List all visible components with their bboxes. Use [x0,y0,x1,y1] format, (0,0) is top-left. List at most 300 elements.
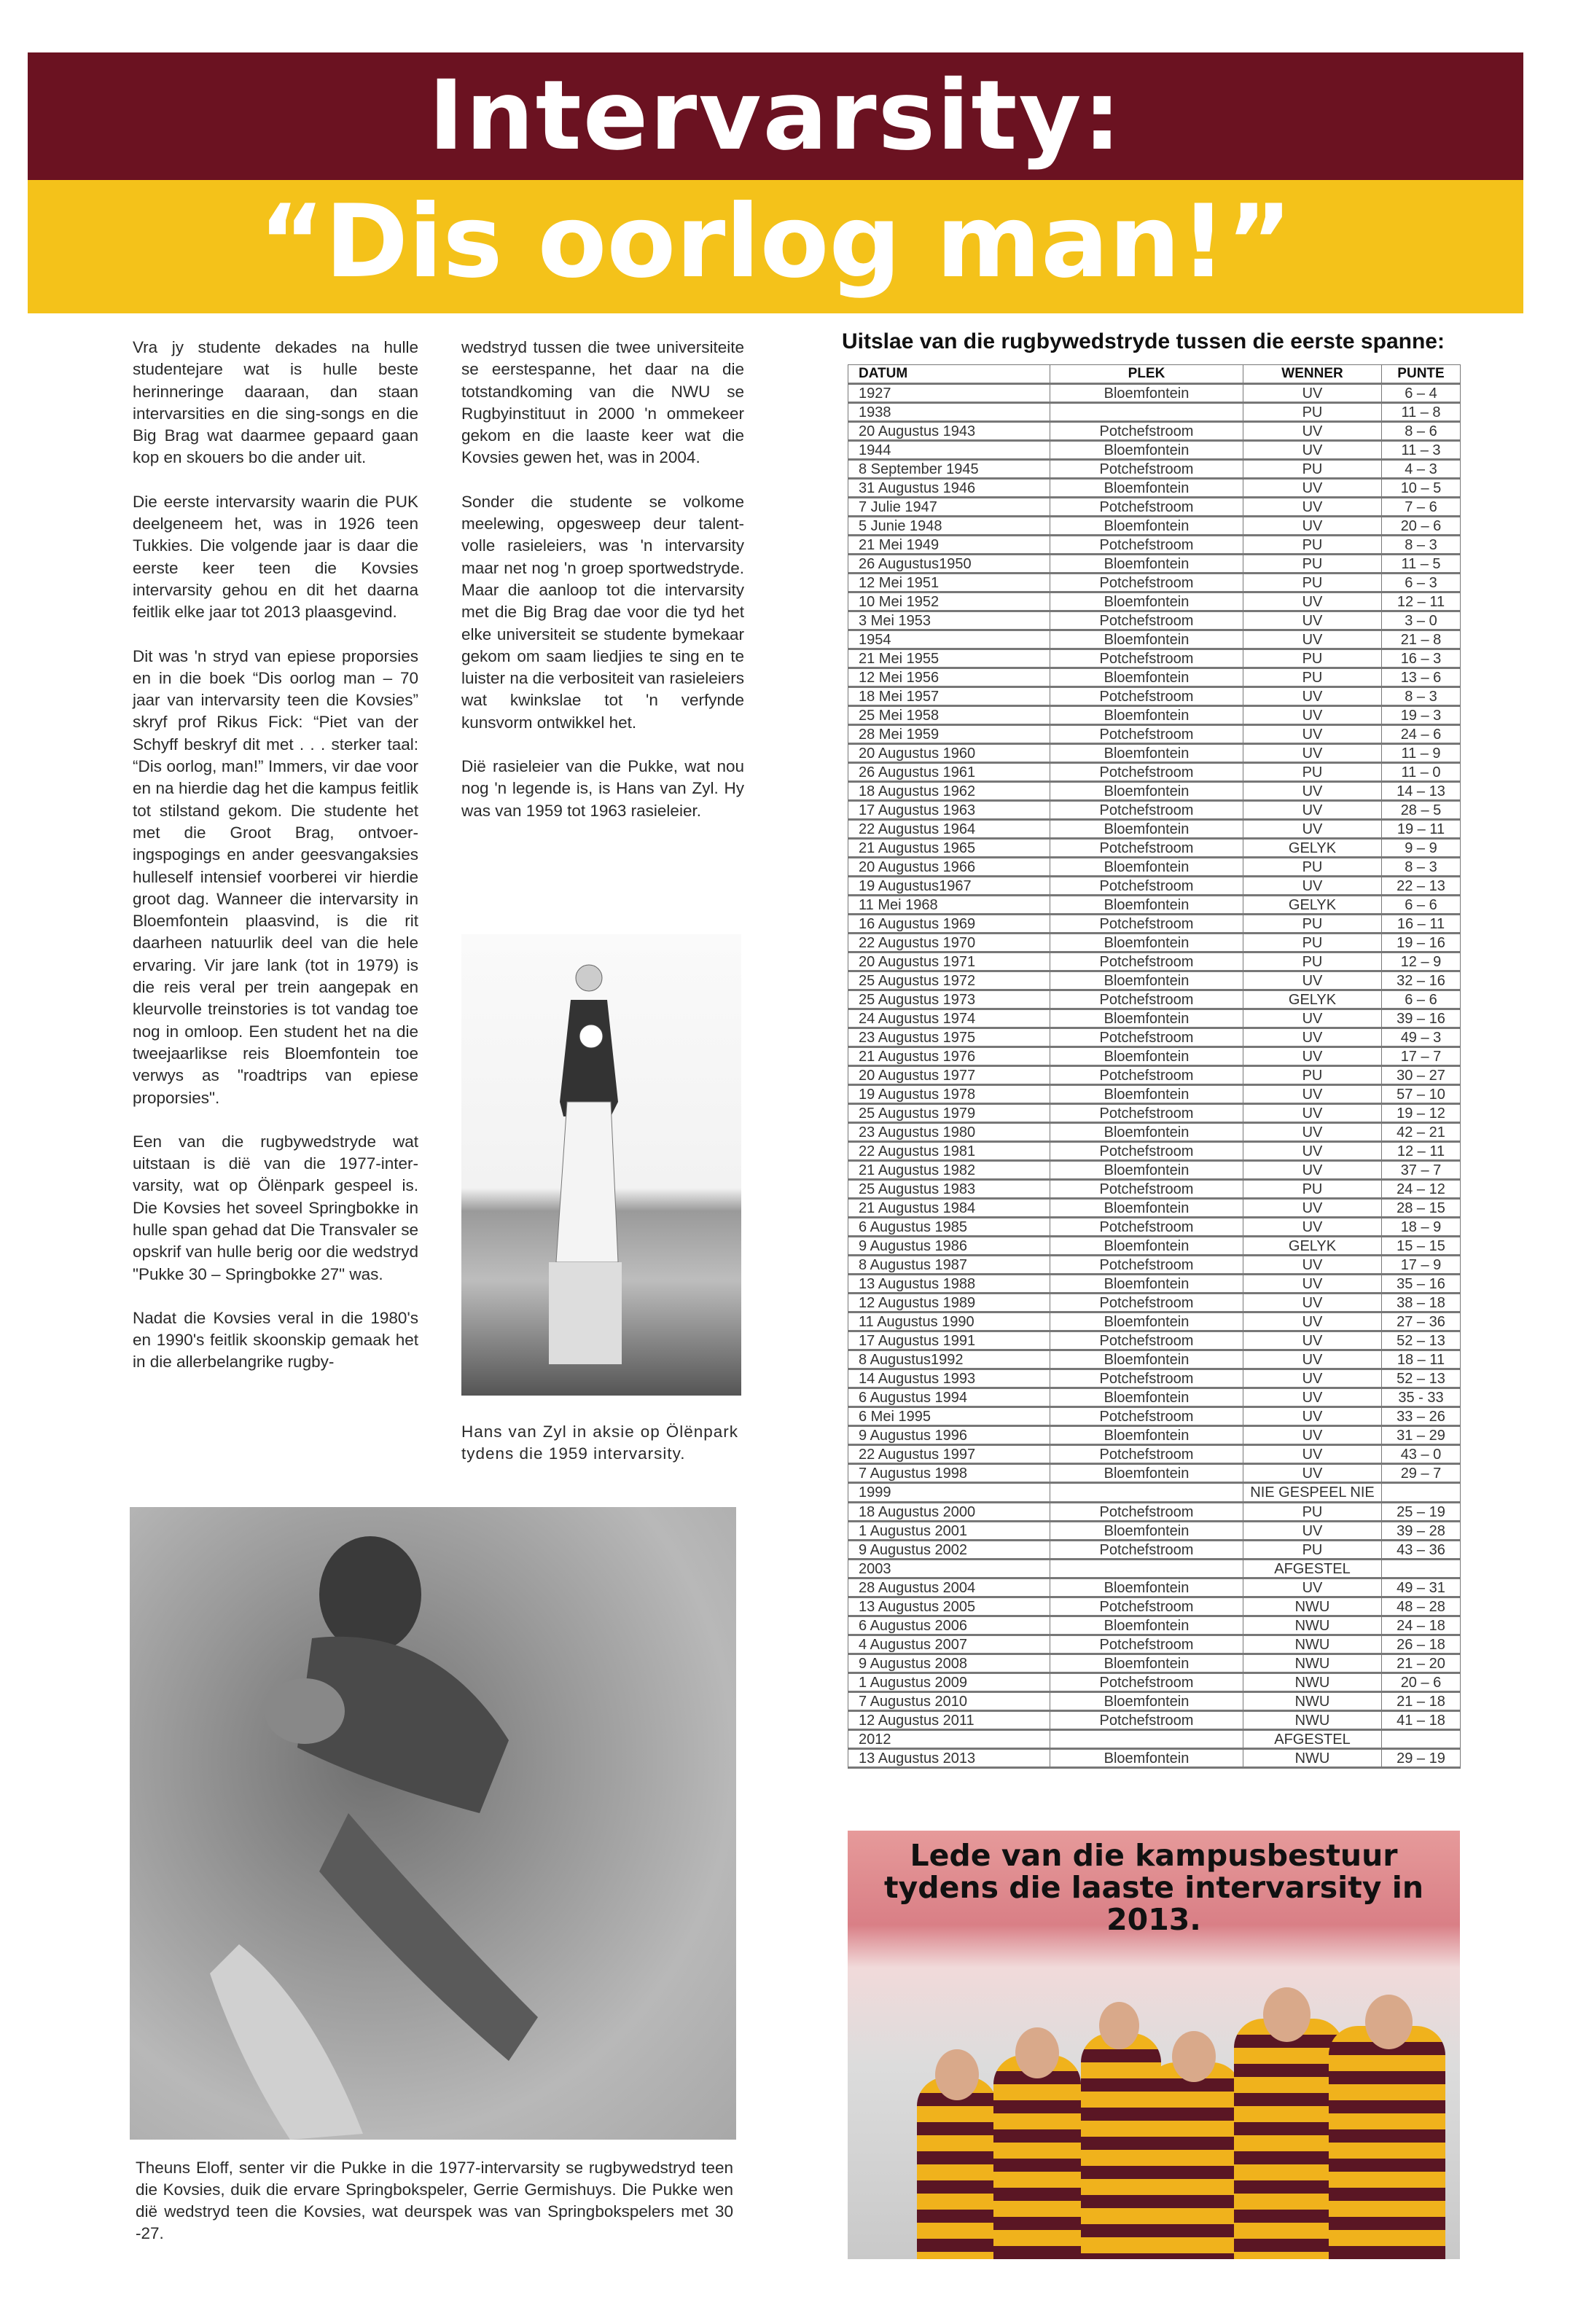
cell-datum: 24 Augustus 1974 [848,1009,1050,1028]
cell-plek: Potchefstroom [1050,1711,1243,1730]
cell-plek: Bloemfontein [1050,1749,1243,1768]
cell-wenner: GELYK [1243,990,1382,1009]
cell-wenner: PU [1243,934,1382,952]
paragraph: Een van die rugbywedstryde wat uitstaan is dië van die 1977-intervarsity, wat op Ölënpark gespeel is. Die Kovsies het soveel Springbokke in hulle span gehad dat Die Transvaler se opskrif van hulle berig oor die wedstryd "Pukke 30 – Springbokke 27" was. [133,1132,418,1283]
cell-datum: 12 Mei 1951 [848,574,1050,592]
cell-punte: 21 – 8 [1382,630,1461,649]
cell-datum: 18 Augustus 2000 [848,1503,1050,1522]
cell-punte: 49 – 3 [1382,1028,1461,1047]
cell-punte: 8 – 6 [1382,422,1461,441]
cell-datum: 21 Mei 1955 [848,649,1050,668]
cell-plek: Potchefstroom [1050,1369,1243,1388]
cell-plek: Bloemfontein [1050,1692,1243,1711]
cell-punte: 18 – 9 [1382,1218,1461,1237]
cell-wenner: NWU [1243,1711,1382,1730]
cell-datum: 31 Augustus 1946 [848,479,1050,498]
paragraph: Dit was 'n stryd van epiese proporsies en in die boek “Dis oorlog man – 70 jaar van intervarsity teen die Kovsies” skryf prof Rikus Fick: “Piet van der Schyff beskryf dit met . . . sterker taal: “Dis oorlog, man!” Immers, vir dae voor en na hierdie dag het die kampus feitlik tot stilstand gekom. Die studente het met die Groot Brag, ontvoeringspogings en ander geesvangaksies hulleself intensief voorberei vir hierdie groot dag. Wanneer die intervarsity in Bloemfontein plaasvind, is die rit daarheen natuurlik deel van die hele ervaring. Vir jare lank (tot in 1979) is die reis veral per trein aangepak en kleurvolle treinstories is tot vandag toe nog in omloop. Een student het na die tweejaarlikse reis Bloemfontein toe verwys as "roadtrips van epiese proporsies". [133,646,418,1107]
cell-wenner: NWU [1243,1616,1382,1635]
cell-punte: 52 – 13 [1382,1331,1461,1350]
cell-punte [1382,1560,1461,1578]
cell-datum: 21 Augustus 1984 [848,1199,1050,1218]
cell-datum: 18 Augustus 1962 [848,782,1050,801]
cell-plek [1050,403,1243,422]
cell-plek: Potchefstroom [1050,915,1243,934]
cell-plek: Bloemfontein [1050,441,1243,460]
cell-punte: 8 – 3 [1382,536,1461,555]
cell-wenner: PU [1243,460,1382,479]
cell-punte: 16 – 3 [1382,649,1461,668]
cell-datum: 13 Augustus 2005 [848,1597,1050,1616]
table-row [848,1028,1461,1047]
cell-punte: 52 – 13 [1382,1369,1461,1388]
cell-wenner: UV [1243,1294,1382,1312]
cell-wenner: UV [1243,498,1382,517]
cell-wenner: UV [1243,384,1382,403]
paragraph: Die eerste intervarsity waarin die PUK deelgeneem het, was in 1926 teen Tukkies. Die volgende jaar is daar die eerste keer teen die Kovsies intervarsity gehou en dit het daarna feitlik elke jaar tot 2013 plaasgevind. [133,492,418,622]
page-title: Intervarsity: [428,60,1123,172]
cell-datum: 2012 [848,1730,1050,1749]
cell-plek: Bloemfontein [1050,706,1243,725]
cell-datum: 1927 [848,384,1050,403]
cell-wenner: UV [1243,687,1382,706]
cell-wenner: UV [1243,422,1382,441]
cell-wenner: UV [1243,1218,1382,1237]
cell-plek: Bloemfontein [1050,782,1243,801]
table-row [848,706,1461,725]
cell-plek: Bloemfontein [1050,820,1243,839]
person [917,2077,997,2259]
table-row [848,744,1461,763]
cell-wenner: UV [1243,1445,1382,1464]
cell-datum: 26 Augustus1950 [848,555,1050,574]
person-head [1172,2031,1216,2082]
cell-punte: 11 – 0 [1382,763,1461,782]
results-table [848,364,1461,1769]
cell-wenner: UV [1243,1104,1382,1123]
cell-punte: 28 – 5 [1382,801,1461,820]
cell-punte: 38 – 18 [1382,1294,1461,1312]
cell-wenner: AFGESTEL [1243,1560,1382,1578]
cell-wenner: PU [1243,952,1382,971]
cell-wenner: PU [1243,915,1382,934]
table-row [848,687,1461,706]
cell-datum: 7 Julie 1947 [848,498,1050,517]
person [1329,2026,1445,2259]
cell-plek: Potchefstroom [1050,1331,1243,1350]
table-row [848,1483,1461,1503]
cell-datum: 22 Augustus 1997 [848,1445,1050,1464]
cell-wenner: UV [1243,782,1382,801]
cell-datum: 23 Augustus 1975 [848,1028,1050,1047]
cell-plek: Bloemfontein [1050,555,1243,574]
cell-plek: Potchefstroom [1050,498,1243,517]
cell-punte: 13 – 6 [1382,668,1461,687]
cell-datum: 1 Augustus 2001 [848,1522,1050,1541]
cell-plek: Bloemfontein [1050,1312,1243,1331]
cell-punte [1382,1483,1461,1503]
cell-datum: 21 Augustus 1976 [848,1047,1050,1066]
table-row [848,592,1461,611]
cell-wenner: NWU [1243,1597,1382,1616]
cell-plek: Potchefstroom [1050,725,1243,744]
cell-punte: 39 – 16 [1382,1009,1461,1028]
cell-wenner: PU [1243,555,1382,574]
team-photo-caption: Lede van die kampusbestuur tydens die laaste intervarsity in 2013. [883,1838,1424,1937]
cell-datum: 10 Mei 1952 [848,592,1050,611]
cell-plek: Bloemfontein [1050,630,1243,649]
cell-wenner: NWU [1243,1673,1382,1692]
table-row [848,1085,1461,1104]
cell-punte: 11 – 3 [1382,441,1461,460]
table-row [848,877,1461,896]
table-row [848,896,1461,915]
cell-plek: Bloemfontein [1050,668,1243,687]
cell-datum: 1954 [848,630,1050,649]
cell-punte: 21 – 18 [1382,1692,1461,1711]
cell-punte: 8 – 3 [1382,858,1461,877]
cell-datum: 6 Mei 1995 [848,1407,1050,1426]
cell-plek [1050,1483,1243,1503]
rugby-players-illustration [130,1507,736,2140]
cell-wenner: GELYK [1243,896,1382,915]
cell-wenner: UV [1243,1256,1382,1275]
table-row [848,1047,1461,1066]
table-row [848,801,1461,820]
cell-wenner: UV [1243,1028,1382,1047]
cell-punte: 15 – 15 [1382,1237,1461,1256]
table-row [848,1616,1461,1635]
cell-plek: Bloemfontein [1050,1199,1243,1218]
table-row [848,1369,1461,1388]
cell-datum: 9 Augustus 2002 [848,1541,1050,1560]
cell-punte: 19 – 12 [1382,1104,1461,1123]
cell-datum: 21 Mei 1949 [848,536,1050,555]
table-row [848,1654,1461,1673]
cell-wenner: UV [1243,441,1382,460]
cell-datum: 6 Augustus 2006 [848,1616,1050,1635]
cell-punte: 6 – 6 [1382,896,1461,915]
person-head [1263,1987,1311,2042]
cell-punte: 20 – 6 [1382,517,1461,536]
cell-plek: Potchefstroom [1050,574,1243,592]
cell-wenner: UV [1243,1522,1382,1541]
table-row [848,915,1461,934]
cell-punte: 24 – 12 [1382,1180,1461,1199]
person-head [935,2049,979,2100]
table-row [848,1407,1461,1426]
cell-datum: 11 Mei 1968 [848,896,1050,915]
cell-wenner: UV [1243,1426,1382,1445]
cell-wenner: UV [1243,877,1382,896]
cell-punte: 22 – 13 [1382,877,1461,896]
cell-punte: 43 – 36 [1382,1541,1461,1560]
cell-datum: 25 Augustus 1972 [848,971,1050,990]
cell-datum: 5 Junie 1948 [848,517,1050,536]
cell-punte: 35 – 16 [1382,1275,1461,1294]
cell-datum: 8 Augustus 1987 [848,1256,1050,1275]
cell-plek: Potchefstroom [1050,649,1243,668]
cell-plek: Potchefstroom [1050,1294,1243,1312]
cell-plek: Bloemfontein [1050,517,1243,536]
cell-punte: 35 - 33 [1382,1388,1461,1407]
cell-plek: Bloemfontein [1050,1350,1243,1369]
cell-punte: 17 – 7 [1382,1047,1461,1066]
cell-datum: 19 Augustus 1978 [848,1085,1050,1104]
cell-plek [1050,1560,1243,1578]
cell-plek: Potchefstroom [1050,1407,1243,1426]
table-row [848,1180,1461,1199]
table-row [848,1388,1461,1407]
cell-punte: 16 – 11 [1382,915,1461,934]
table-row [848,1294,1461,1312]
table-row [848,555,1461,574]
cell-datum: 16 Augustus 1969 [848,915,1050,934]
cell-datum: 9 Augustus 2008 [848,1654,1050,1673]
cell-punte: 17 – 9 [1382,1256,1461,1275]
table-row [848,1142,1461,1161]
article-column-left [133,337,418,1396]
cell-wenner: PU [1243,858,1382,877]
table-row [848,1009,1461,1028]
cell-wenner: UV [1243,820,1382,839]
cell-plek: Potchefstroom [1050,1503,1243,1522]
cell-wenner: UV [1243,1407,1382,1426]
table-row [848,1464,1461,1483]
cell-plek: Bloemfontein [1050,1464,1243,1483]
cell-wenner: PU [1243,668,1382,687]
table-row [848,839,1461,858]
cell-wenner: UV [1243,706,1382,725]
table-row [848,1692,1461,1711]
table-row [848,403,1461,422]
cell-datum: 7 Augustus 2010 [848,1692,1050,1711]
cell-datum: 13 Augustus 2013 [848,1749,1050,1768]
cell-plek: Potchefstroom [1050,460,1243,479]
cell-punte: 12 – 11 [1382,592,1461,611]
table-row [848,1503,1461,1522]
cheerleader-photo-caption: Hans van Zyl in aksie op Ölënpark tydens die 1959 intervarsity. [461,1423,738,1463]
column-header-punte: PUNTE [1382,365,1461,384]
cell-punte: 19 – 11 [1382,820,1461,839]
paragraph: Nadat die Kovsies veral in die 1980's en 1990's feitlik skoonskip gemaak het in die allerbelangrike rugby- [133,1308,418,1372]
cell-datum: 18 Mei 1957 [848,687,1050,706]
table-row [848,1541,1461,1560]
cell-datum: 8 Augustus1992 [848,1350,1050,1369]
cell-datum: 28 Mei 1959 [848,725,1050,744]
cell-punte: 11 – 9 [1382,744,1461,763]
cell-datum: 12 Mei 1956 [848,668,1050,687]
cell-datum: 4 Augustus 2007 [848,1635,1050,1654]
cell-punte: 24 – 18 [1382,1616,1461,1635]
cell-wenner: UV [1243,1331,1382,1350]
cell-datum: 26 Augustus 1961 [848,763,1050,782]
cell-datum: 6 Augustus 1994 [848,1388,1050,1407]
table-row [848,1578,1461,1597]
table-row [848,1161,1461,1180]
cell-wenner: NWU [1243,1692,1382,1711]
table-row [848,460,1461,479]
results-table-title: Uitslae van die rugbywedstryde tussen die eerste spanne: [842,329,1445,353]
cell-datum: 14 Augustus 1993 [848,1369,1050,1388]
cell-datum: 9 Augustus 1996 [848,1426,1050,1445]
table-row [848,1426,1461,1445]
cell-wenner: UV [1243,1199,1382,1218]
cell-plek: Potchefstroom [1050,1635,1243,1654]
cell-datum: 21 Augustus 1965 [848,839,1050,858]
table-row [848,1730,1461,1749]
table-row [848,668,1461,687]
cell-wenner: UV [1243,517,1382,536]
table-header-row [848,365,1461,384]
person-head [1015,2027,1059,2078]
paragraph: Vra jy studente dekades na hulle studentejare wat is hulle beste herinneringe daaraan, dan staan intervarsities en die sing-songs en die Big Brag wat daarmee gepaard gaan kop en skouers bo die ander uit. [133,338,418,467]
cell-punte: 42 – 21 [1382,1123,1461,1142]
cell-datum: 3 Mei 1953 [848,611,1050,630]
cell-punte: 33 – 26 [1382,1407,1461,1426]
cell-datum: 7 Augustus 1998 [848,1464,1050,1483]
cell-punte: 48 – 28 [1382,1597,1461,1616]
cell-punte: 29 – 19 [1382,1749,1461,1768]
cell-wenner: PU [1243,649,1382,668]
cell-punte: 19 – 3 [1382,706,1461,725]
cell-datum: 9 Augustus 1986 [848,1237,1050,1256]
cell-punte: 9 – 9 [1382,839,1461,858]
cell-wenner: NWU [1243,1749,1382,1768]
cell-plek [1050,1730,1243,1749]
cell-wenner: UV [1243,725,1382,744]
cell-datum: 2003 [848,1560,1050,1578]
column-header-plek: PLEK [1050,365,1243,384]
cell-punte: 25 – 19 [1382,1503,1461,1522]
cell-punte: 32 – 16 [1382,971,1461,990]
cell-punte: 31 – 29 [1382,1426,1461,1445]
cell-datum: 20 Augustus 1971 [848,952,1050,971]
cell-wenner: UV [1243,801,1382,820]
cell-datum: 22 Augustus 1981 [848,1142,1050,1161]
cell-datum: 25 Augustus 1979 [848,1104,1050,1123]
cell-plek: Potchefstroom [1050,1028,1243,1047]
rugby-tackle-photo [130,1507,736,2140]
cell-plek: Bloemfontein [1050,971,1243,990]
cell-wenner: PU [1243,1066,1382,1085]
cell-wenner: UV [1243,630,1382,649]
cell-punte: 18 – 11 [1382,1350,1461,1369]
cell-datum: 1938 [848,403,1050,422]
table-row [848,1275,1461,1294]
cell-datum: 19 Augustus1967 [848,877,1050,896]
cell-plek: Potchefstroom [1050,422,1243,441]
cell-wenner: NWU [1243,1635,1382,1654]
cell-datum: 20 Augustus 1943 [848,422,1050,441]
cell-wenner: PU [1243,763,1382,782]
table-row [848,574,1461,592]
table-row [848,1218,1461,1237]
table-row [848,820,1461,839]
table-row [848,630,1461,649]
table-row [848,517,1461,536]
table-row [848,763,1461,782]
table-row [848,1350,1461,1369]
table-row [848,1237,1461,1256]
cell-punte: 8 – 3 [1382,687,1461,706]
cell-datum: 23 Augustus 1980 [848,1123,1050,1142]
cell-plek: Potchefstroom [1050,1445,1243,1464]
cell-datum: 6 Augustus 1985 [848,1218,1050,1237]
cell-plek: Potchefstroom [1050,1673,1243,1692]
cell-punte: 11 – 8 [1382,403,1461,422]
table-row [848,1104,1461,1123]
table-row [848,1673,1461,1692]
table-row [848,422,1461,441]
cell-plek: Potchefstroom [1050,687,1243,706]
cell-plek: Potchefstroom [1050,1218,1243,1237]
person [993,2055,1081,2259]
cell-punte: 57 – 10 [1382,1085,1461,1104]
paragraph: Sonder die studente se volkome meelewing, opgesweep deur talentvolle rasieleiers, was 'n intervarsity maar net nog 'n groep sportwedstryde. Maar die aanloop tot die intervarsity met die Big Brag dae voor die tyd het elke universiteit se studente bymekaar gekom om saam liedjies te sing en te luister na die verbositeit van rasieleiers wat kwinkslae tot 'n verfynde kunsvorm ontwikkel het. [461,492,744,732]
cell-wenner: UV [1243,1350,1382,1369]
cell-plek: Bloemfontein [1050,1161,1243,1180]
cell-datum: 13 Augustus 1988 [848,1275,1050,1294]
cell-plek: Potchefstroom [1050,611,1243,630]
cell-plek: Potchefstroom [1050,952,1243,971]
cell-plek: Potchefstroom [1050,536,1243,555]
cell-wenner: PU [1243,1180,1382,1199]
cell-plek: Bloemfontein [1050,479,1243,498]
cell-punte: 4 – 3 [1382,460,1461,479]
cell-datum: 28 Augustus 2004 [848,1578,1050,1597]
cell-wenner: PU [1243,1541,1382,1560]
cell-punte: 19 – 16 [1382,934,1461,952]
table-row [848,1256,1461,1275]
cell-punte: 49 – 31 [1382,1578,1461,1597]
cell-plek: Potchefstroom [1050,1541,1243,1560]
cell-wenner: UV [1243,1369,1382,1388]
person [1234,2019,1343,2259]
rugby-photo-caption: Theuns Eloff, senter vir die Pukke in die 1977-intervarsity se rugbywedstryd teen die Kovsies, duik die ervare Springbokspeler, Gerrie Germishuys. Die Pukke wen dië wedstryd teen die Kovsies, wat deurspek was van Springbokspelers met 30 -27. [136,2159,733,2242]
cell-plek: Potchefstroom [1050,1066,1243,1085]
cell-wenner: UV [1243,1047,1382,1066]
cell-punte: 3 – 0 [1382,611,1461,630]
page-subtitle: “Dis oorlog man!” [258,183,1293,300]
cell-plek: Bloemfontein [1050,1654,1243,1673]
person [1147,2062,1241,2259]
table-row [848,479,1461,498]
cell-plek: Bloemfontein [1050,592,1243,611]
cell-plek: Potchefstroom [1050,763,1243,782]
table-row [848,384,1461,403]
cell-plek: Bloemfontein [1050,384,1243,403]
cell-plek: Potchefstroom [1050,1104,1243,1123]
cell-datum: 11 Augustus 1990 [848,1312,1050,1331]
cell-wenner: NIE GESPEEL NIE [1243,1483,1382,1503]
table-row [848,1331,1461,1350]
cell-punte: 37 – 7 [1382,1161,1461,1180]
cell-punte: 6 – 3 [1382,574,1461,592]
cell-wenner: UV [1243,1123,1382,1142]
cell-wenner: NWU [1243,1654,1382,1673]
cell-punte: 24 – 6 [1382,725,1461,744]
cell-punte: 41 – 18 [1382,1711,1461,1730]
cell-plek: Potchefstroom [1050,877,1243,896]
cell-punte: 14 – 13 [1382,782,1461,801]
cell-datum: 1 Augustus 2009 [848,1673,1050,1692]
cell-punte: 6 – 6 [1382,990,1461,1009]
cell-plek: Potchefstroom [1050,990,1243,1009]
cell-plek: Bloemfontein [1050,1616,1243,1635]
cell-punte: 6 – 4 [1382,384,1461,403]
table-row [848,1312,1461,1331]
cell-datum: 20 Augustus 1960 [848,744,1050,763]
